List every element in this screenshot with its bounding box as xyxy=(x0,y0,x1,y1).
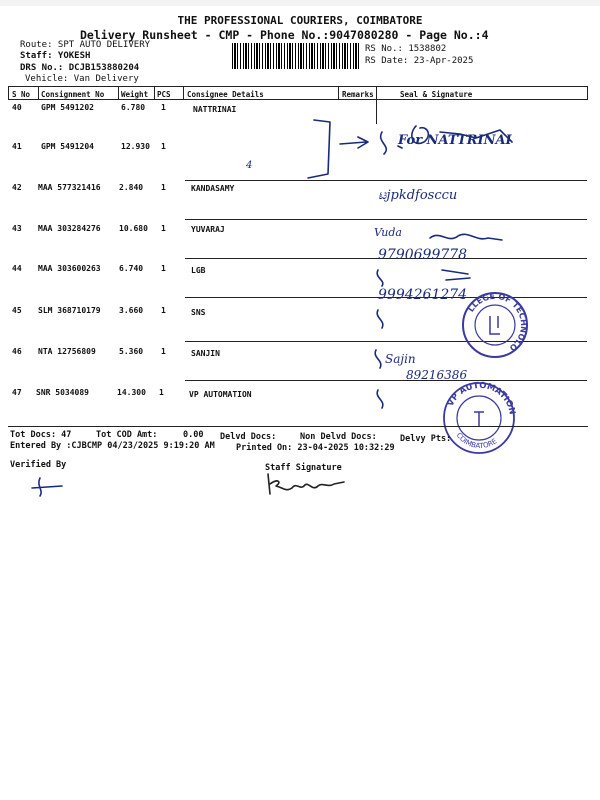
bracket-arrow-signature xyxy=(300,112,600,192)
row-pcs: 1 xyxy=(161,183,166,192)
row-pcs: 1 xyxy=(161,142,166,151)
row-consignee: KANDASAMY xyxy=(191,184,235,193)
table-col-divider xyxy=(183,86,184,100)
company-title: THE PROFESSIONAL COURIERS, COIMBATORE xyxy=(177,14,423,27)
table-col-divider xyxy=(38,86,39,100)
for-nattrinai-text: For NATTRINAI xyxy=(398,133,512,148)
table-col-divider xyxy=(338,86,339,100)
table-header-border xyxy=(8,99,588,100)
row-consignment: MAA 577321416 xyxy=(38,183,101,192)
rs-date: RS Date: 23-Apr-2025 xyxy=(365,56,474,66)
row-consignment: MAA 303600263 xyxy=(38,264,101,273)
row-consignee: SANJIN xyxy=(191,349,220,358)
total-cod: Tot COD Amt: 0.00 xyxy=(96,430,204,440)
row-sno: 41 xyxy=(12,142,22,151)
col-header-pcs: PCS xyxy=(157,90,171,99)
row-sno: 47 xyxy=(12,388,22,397)
row-weight: 10.680 xyxy=(119,224,148,233)
col-header-consignee: Consignee Details xyxy=(187,90,264,99)
route-label: Route: SPT AUTO DELIVERY xyxy=(20,40,151,50)
row-pcs: 1 xyxy=(159,388,164,397)
vehicle-label: Vehicle: Van Delivery xyxy=(25,74,139,84)
college-seal-stamp xyxy=(460,290,530,360)
scan-edge xyxy=(0,0,600,6)
row-weight: 6.780 xyxy=(121,103,146,112)
non-delivered-docs: Non Delvd Docs: xyxy=(300,432,377,442)
row-pcs: 1 xyxy=(161,306,166,315)
signature-initial xyxy=(370,348,396,370)
row-sno: 45 xyxy=(12,306,22,315)
row-separator xyxy=(185,219,587,220)
row-consignment: MAA 303284276 xyxy=(38,224,101,233)
row-weight: 3.660 xyxy=(119,306,144,315)
printed-on: Printed On: 23-04-2025 10:32:29 xyxy=(236,443,395,453)
verified-by-label: Verified By xyxy=(10,460,67,470)
phone-sanjin: 89216386 xyxy=(406,368,468,382)
row-consignment: SNR 5034089 xyxy=(36,388,89,397)
row-sno: 42 xyxy=(12,183,22,192)
col-header-consignment: Consignment No xyxy=(41,90,105,99)
col-header-weight: Weight xyxy=(121,90,149,99)
runsheet-subtitle: Delivery Runsheet - CMP - Phone No.:9047080280 - Page No.:4 xyxy=(80,28,489,42)
row-pcs: 1 xyxy=(161,264,166,273)
signature-lgb xyxy=(372,264,482,288)
col-header-seal: Seal & Signature xyxy=(400,90,473,99)
row-weight: 2.840 xyxy=(119,183,144,192)
signature-yuvaraj: Vuda xyxy=(374,226,402,239)
row-consignment: NTA 12756809 xyxy=(38,347,96,356)
row-weight: 5.360 xyxy=(119,347,144,356)
vp-stamp-city: COIMBATORE xyxy=(454,431,499,451)
signature-sns xyxy=(372,308,402,330)
vp-stamp-text: VP AUTOMATION xyxy=(445,380,517,416)
table-col-divider xyxy=(376,86,377,100)
delivery-points: Delvy Pts: xyxy=(400,434,452,444)
vp-automation-stamp xyxy=(440,378,518,456)
signature-vp xyxy=(372,388,398,410)
row-pcs: 1 xyxy=(161,103,166,112)
total-docs: Tot Docs: 47 xyxy=(10,430,72,440)
college-seal-text: LLEGE OF TECHNOLO xyxy=(466,291,529,353)
delivered-docs: Delvd Docs: xyxy=(220,432,277,442)
barcode xyxy=(232,43,360,69)
table-top-border xyxy=(8,86,588,87)
phone-lgb: 9994261274 xyxy=(378,287,468,303)
table-col-divider xyxy=(154,86,155,100)
signature-kandasamy: ಟjpkdfosccu xyxy=(378,188,458,203)
handwritten-mark: 4 xyxy=(246,160,253,171)
row-pcs: 1 xyxy=(161,224,166,233)
verifier-signature xyxy=(28,474,68,498)
row-sno: 40 xyxy=(12,103,22,112)
signature-sanjin: Sajin xyxy=(385,352,416,366)
col-header-remarks: Remarks xyxy=(342,90,374,99)
entered-by: Entered By :CJBCMP 04/23/2025 9:19:20 AM xyxy=(10,441,215,451)
footer-top-border xyxy=(8,426,588,427)
row-consignee: SNS xyxy=(191,308,206,317)
staff-signature-label: Staff Signature xyxy=(265,463,342,473)
phone-yuvaraj: 9790699778 xyxy=(378,247,468,263)
row-pcs: 1 xyxy=(161,347,166,356)
rs-number: RS No.: 1538802 xyxy=(365,44,447,54)
col-header-sno: S No xyxy=(12,90,31,99)
staff-signature xyxy=(262,470,352,500)
row-sno: 44 xyxy=(12,264,22,273)
row-sno: 46 xyxy=(12,347,22,356)
row-weight: 14.300 xyxy=(117,388,146,397)
row-consignee: YUVARAJ xyxy=(191,225,225,234)
row-separator xyxy=(185,380,587,381)
row-consignment: SLM 368710179 xyxy=(38,306,101,315)
row-consignee: VP AUTOMATION xyxy=(189,390,252,399)
row-consignee: LGB xyxy=(191,266,206,275)
row-consignment: GPM 5491204 xyxy=(41,142,94,151)
row-sno: 43 xyxy=(12,224,22,233)
table-col-divider xyxy=(8,86,9,100)
row-consignee: NATTRINAI xyxy=(193,105,237,114)
signature-tail xyxy=(428,228,508,248)
staff-label: Staff: YOKESH xyxy=(20,51,91,61)
row-weight: 6.740 xyxy=(119,264,144,273)
row-consignment: GPM 5491202 xyxy=(41,103,94,112)
svg-text:VP AUTOMATION xyxy=(446,381,517,416)
table-col-divider xyxy=(587,86,588,100)
table-col-divider xyxy=(118,86,119,100)
row-weight: 12.930 xyxy=(121,142,150,151)
drs-number: DRS No.: DCJB153880204 xyxy=(20,63,140,73)
